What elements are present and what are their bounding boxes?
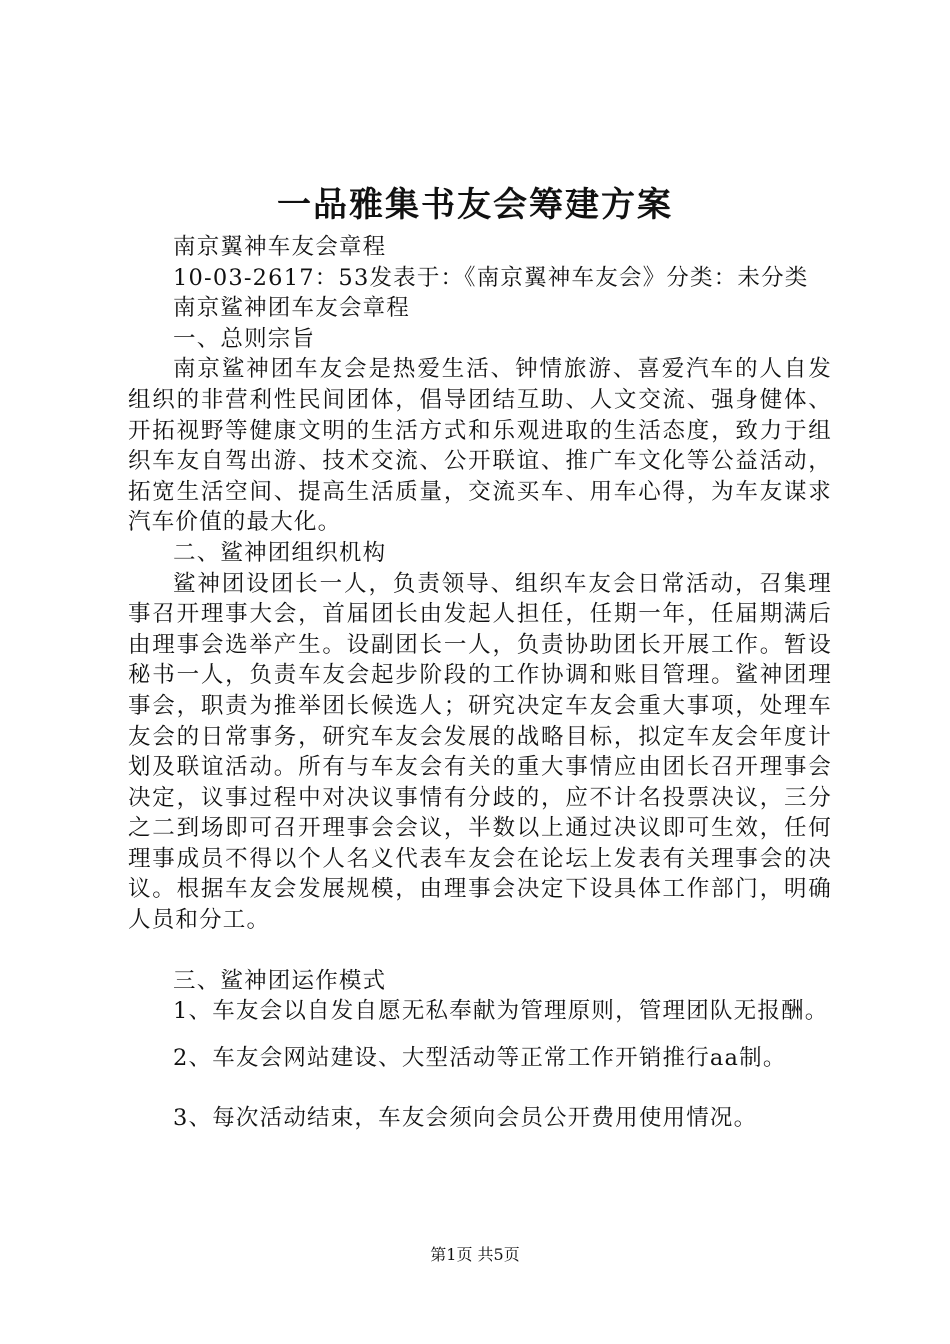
- section-heading-operation: 三、鲨神团运作模式: [173, 967, 387, 994]
- list-item-2: 2、车友会网站建设、大型活动等正常工作开销推行aa制。: [173, 1044, 787, 1071]
- list-item-1: 1、车友会以自发自愿无私奉献为管理原则，管理团队无报酬。: [173, 998, 829, 1025]
- page-footer: 第1页 共5页: [430, 1245, 520, 1264]
- section-heading-organization: 二、鲨神团组织机构: [173, 539, 387, 566]
- paragraph-charter-heading: 南京鲨神团车友会章程: [173, 295, 411, 322]
- paragraph-post-meta: 10-03-2617：53发表于：《南京翼神车友会》分类：未分类: [173, 264, 809, 291]
- section-heading-general: 一、总则宗旨: [173, 325, 316, 352]
- paragraph-general: 南京鲨神团车友会是热爱生活、钟情旅游、喜爱汽车的人自发组织的非营利性民间团体，倡导团结互助、人文交流、强身健体、开拓视野等健康文明的生活方式和乐观进取的生活态度，致力于组织车友自驾出游、技术交流、公开联谊、推广车文化等公益活动，拓宽生活空间、提高生活质量，交流买车、用车心得，为车友谋求汽车价值的最大化。: [128, 356, 832, 536]
- paragraph-intro-heading: 南京翼神车友会章程: [173, 234, 387, 260]
- list-item-3: 3、每次活动结束，车友会须向会员公开费用使用情况。: [173, 1105, 758, 1132]
- paragraph-organization: 鲨神团设团长一人，负责领导、组织车友会日常活动，召集理事召开理事大会，首届团长由发起人担任，任期一年，任届期满后由理事会选举产生。设副团长一人，负责协助团长开展工作。暂设秘书一人，负责车友会起步阶段的工作协调和账目管理。鲨神团理事会，职责为推举团长候选人；研究决定车友会重大事项，处理车友会的日常事务，研究车友会发展的战略目标，拟定车友会年度计划及联谊活动。所有与车友会有关的重大事情应由团长召开理事会决定，议事过程中对决议事情有分歧的，应不计名投票决议，三分之二到场即可召开理事会会议，半数以上通过决议即可生效，任何理事成员不得以个人名义代表车友会在论坛上发表有关理事会的决议。根据车友会发展规模，由理事会决定下设具体工作部门，明确人员和分工。: [128, 570, 832, 934]
- document-title: 一品雅集书友会筹建方案: [277, 185, 673, 225]
- document-body: [128, 232, 832, 1134]
